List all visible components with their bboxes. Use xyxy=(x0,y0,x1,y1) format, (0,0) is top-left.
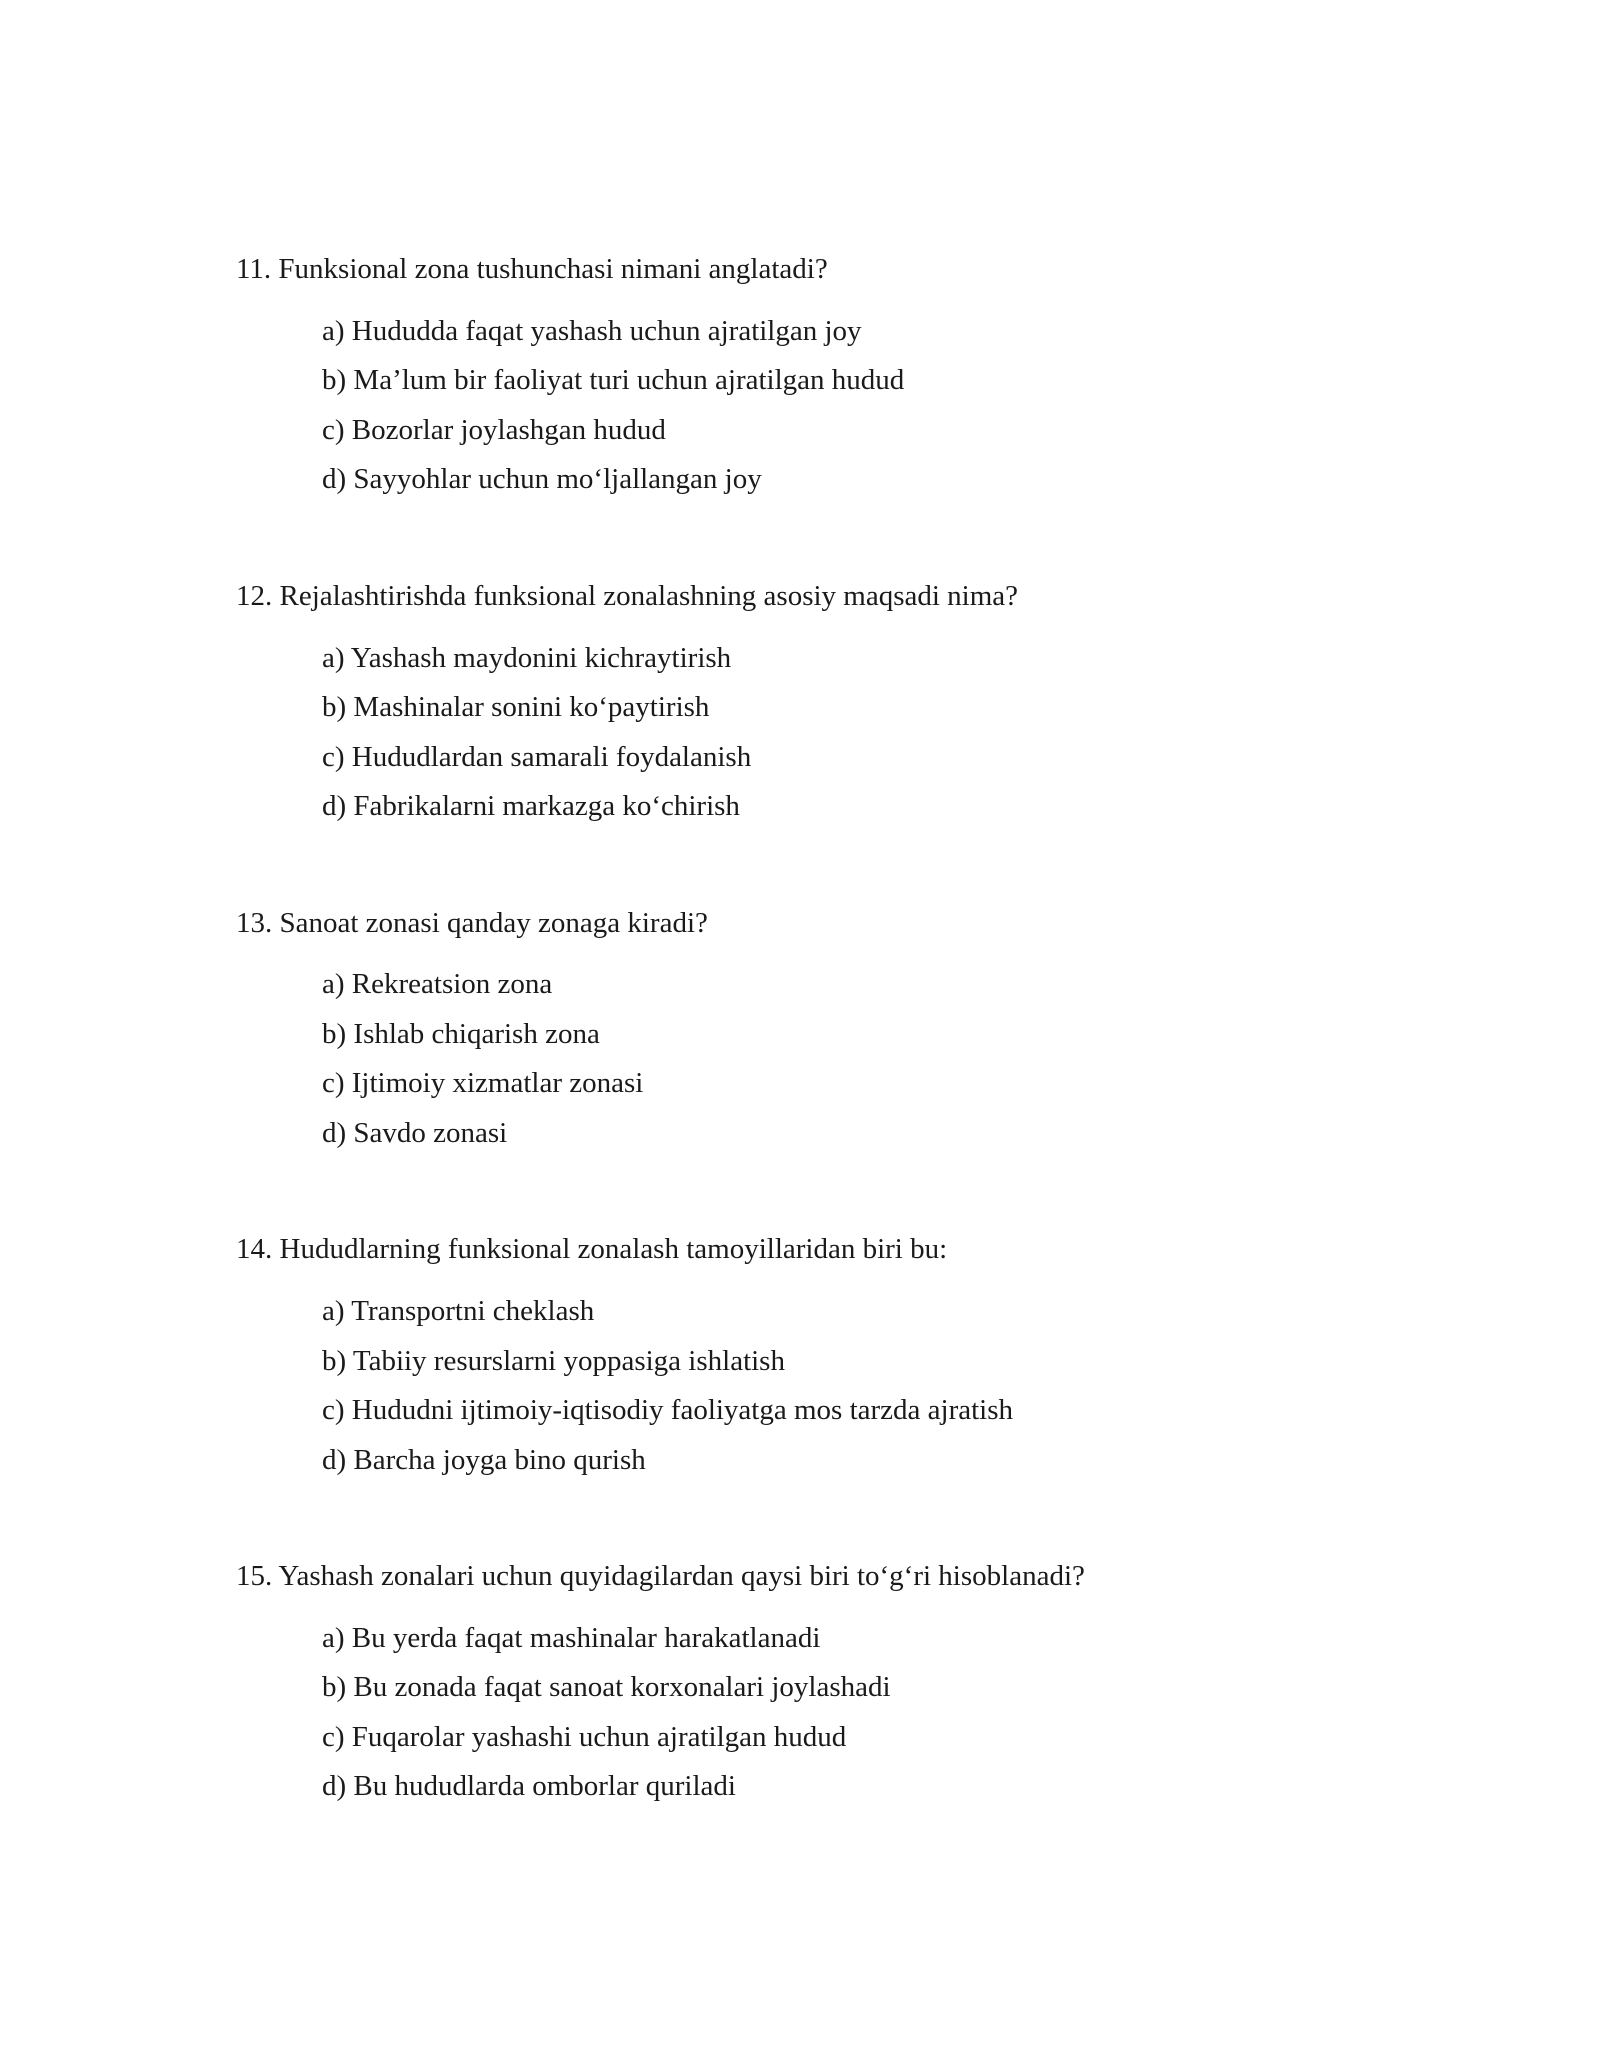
option-list xyxy=(236,1614,1436,1812)
option-a: a) Transportni cheklash xyxy=(322,1295,595,1328)
option-d: d) Barcha joyga bino qurish xyxy=(322,1443,646,1476)
option-c: c) Hududni ijtimoiy-iqtisodiy faoliyatga mos tarzda ajratish xyxy=(322,1394,1014,1427)
question-15 xyxy=(236,1559,1436,1812)
question-text: 11. Funksional zona tushunchasi nimani anglatadi? xyxy=(236,253,828,285)
question-text: 14. Hududlarning funksional zonalash tamoyillaridan biri bu: xyxy=(236,1233,948,1266)
option-a: a) Hududda faqat yashash uchun ajratilgan joy xyxy=(322,314,862,347)
option-a: a) Rekreatsion zona xyxy=(322,968,553,1001)
option-list xyxy=(236,1287,1436,1485)
option-b: b) Bu zonada faqat sanoat korxonalari joylashadi xyxy=(322,1671,891,1704)
question-text: 13. Sanoat zonasi qanday zonaga kiradi? xyxy=(236,906,708,939)
option-d: d) Savdo zonasi xyxy=(322,1116,508,1149)
option-d: d) Fabrikalarni markazga ko‘chirish xyxy=(322,790,740,823)
option-b: b) Tabiiy resurslarni yoppasiga ishlatish xyxy=(322,1344,785,1377)
option-d: d) Sayyohlar uchun mo‘ljallangan joy xyxy=(322,463,762,496)
question-text: 12. Rejalashtirishda funksional zonalashning asosiy maqsadi nima? xyxy=(236,579,1019,612)
option-a: a) Bu yerda faqat mashinalar harakatlanadi xyxy=(322,1621,821,1654)
question-text: 15. Yashash zonalari uchun quyidagilardan qaysi biri to‘g‘ri hisoblanadi? xyxy=(236,1560,1085,1593)
option-a: a) Yashash maydonini kichraytirish xyxy=(322,641,732,674)
option-c: c) Bozorlar joylashgan hudud xyxy=(322,413,666,446)
option-b: b) Ishlab chiqarish zona xyxy=(322,1017,600,1050)
option-list xyxy=(236,960,1436,1158)
question-14 xyxy=(236,1232,1436,1485)
option-c: c) Ijtimoiy xizmatlar zonasi xyxy=(322,1067,644,1100)
question-11 xyxy=(236,252,1436,505)
option-d: d) Bu hududlarda omborlar quriladi xyxy=(322,1770,736,1803)
option-b: b) Ma’lum bir faoliyat turi uchun ajratilgan hudud xyxy=(322,364,905,397)
option-list xyxy=(236,307,1436,505)
option-c: c) Fuqarolar yashashi uchun ajratilgan hudud xyxy=(322,1720,847,1753)
question-13 xyxy=(236,906,1436,1159)
option-b: b) Mashinalar sonini ko‘paytirish xyxy=(322,691,710,724)
question-12 xyxy=(236,579,1436,832)
option-list xyxy=(236,634,1436,832)
question-list xyxy=(236,252,1436,1886)
option-c: c) Hududlardan samarali foydalanish xyxy=(322,740,752,773)
